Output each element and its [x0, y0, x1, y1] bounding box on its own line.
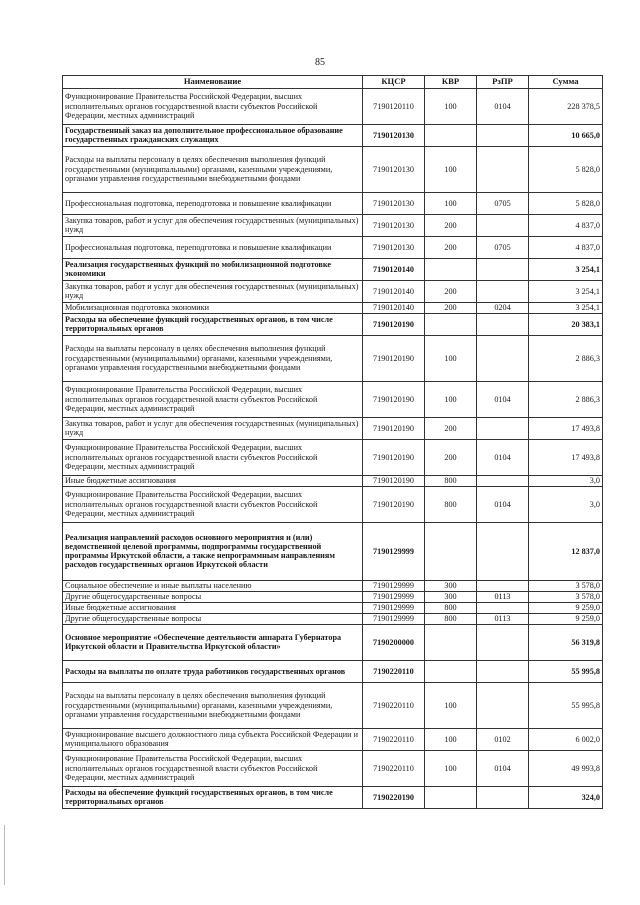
- row-kvr-cell: 100: [425, 146, 477, 192]
- row-kcsr-cell: 7190129999: [363, 522, 425, 580]
- row-name-cell: Функционирование Правительства Российской Федерации, высших исполнительных органов государственной власти субъектов Российской Федерации, местных администраций: [63, 88, 363, 124]
- row-kvr-cell: 200: [425, 280, 477, 302]
- row-kvr-cell: [425, 660, 477, 682]
- row-rzpr-cell: [477, 660, 529, 682]
- row-rzpr-cell: 0104: [477, 88, 529, 124]
- header-rzpr: РзПР: [477, 76, 529, 89]
- table-row: [63, 417, 603, 439]
- row-rzpr-cell: 0113: [477, 591, 529, 602]
- row-rzpr-cell: 0104: [477, 381, 529, 417]
- row-rzpr-cell: 0104: [477, 750, 529, 786]
- table-row: [63, 786, 603, 808]
- header-kvr: КВР: [425, 76, 477, 89]
- row-rzpr-cell: [477, 522, 529, 580]
- row-kcsr-cell: 7190120140: [363, 280, 425, 302]
- row-rzpr-cell: [477, 624, 529, 660]
- row-sum-cell: 9 259,0: [529, 602, 603, 613]
- table-row: [63, 682, 603, 728]
- row-kcsr-cell: 7190129999: [363, 613, 425, 624]
- row-name-cell: Государственный заказ на дополнительное профессиональное образование государственных гражданских служащих: [63, 124, 363, 146]
- table-row: [63, 591, 603, 602]
- row-kvr-cell: 800: [425, 602, 477, 613]
- row-sum-cell: 56 319,8: [529, 624, 603, 660]
- header-kcsr: КЦСР: [363, 76, 425, 89]
- row-name-cell: Реализация государственных функций по мобилизационной подготовке экономики: [63, 258, 363, 280]
- row-name-cell: Иные бюджетные ассигнования: [63, 602, 363, 613]
- table-row: [63, 660, 603, 682]
- row-name-cell: Реализация направлений расходов основного мероприятия и (или) ведомственной целевой программы, подпрограммы государственной программы Иркутской области, а также непрограммным направлениям расходов государственных органов Иркутской области: [63, 522, 363, 580]
- row-name-cell: Социальное обеспечение и иные выплаты населению: [63, 580, 363, 591]
- table-row: [63, 280, 603, 302]
- row-kvr-cell: 800: [425, 613, 477, 624]
- row-kcsr-cell: 7190120130: [363, 214, 425, 236]
- row-sum-cell: 3 254,1: [529, 258, 603, 280]
- row-sum-cell: 5 828,0: [529, 146, 603, 192]
- row-kvr-cell: 200: [425, 236, 477, 258]
- row-sum-cell: 49 993,8: [529, 750, 603, 786]
- table-row: [63, 381, 603, 417]
- row-kcsr-cell: 7190120190: [363, 417, 425, 439]
- row-sum-cell: 17 493,8: [529, 417, 603, 439]
- row-sum-cell: 12 837,0: [529, 522, 603, 580]
- page-number: 85: [315, 57, 325, 68]
- row-name-cell: Расходы на выплаты персоналу в целях обеспечения выполнения функций государственными (муниципальными) органами, казенными учреждениями, органами управления государственными внебюджетными фондами: [63, 682, 363, 728]
- table-row: [63, 335, 603, 381]
- row-sum-cell: 20 383,1: [529, 313, 603, 335]
- row-rzpr-cell: 0104: [477, 486, 529, 522]
- row-rzpr-cell: [477, 146, 529, 192]
- row-rzpr-cell: [477, 786, 529, 808]
- table-row: [63, 580, 603, 591]
- row-sum-cell: 6 002,0: [529, 728, 603, 750]
- margin-mark: [4, 825, 8, 885]
- table-row: [63, 522, 603, 580]
- row-kcsr-cell: 7190120190: [363, 439, 425, 475]
- table-row: [63, 302, 603, 313]
- row-name-cell: Функционирование Правительства Российской Федерации, высших исполнительных органов государственной власти субъектов Российской Федерации, местных администраций: [63, 750, 363, 786]
- row-kcsr-cell: 7190220110: [363, 660, 425, 682]
- row-kcsr-cell: 7190120130: [363, 124, 425, 146]
- row-name-cell: Функционирование Правительства Российской Федерации, высших исполнительных органов государственной власти субъектов Российской Федерации, местных администраций: [63, 486, 363, 522]
- row-name-cell: Закупка товаров, работ и услуг для обеспечения государственных (муниципальных) нужд: [63, 280, 363, 302]
- row-kvr-cell: 800: [425, 486, 477, 522]
- row-kcsr-cell: 7190120140: [363, 302, 425, 313]
- row-name-cell: Закупка товаров, работ и услуг для обеспечения государственных (муниципальных) нужд: [63, 417, 363, 439]
- row-kvr-cell: 200: [425, 302, 477, 313]
- row-kvr-cell: 100: [425, 682, 477, 728]
- table-row: [63, 475, 603, 486]
- row-kcsr-cell: 7190120190: [363, 313, 425, 335]
- row-rzpr-cell: [477, 124, 529, 146]
- row-sum-cell: 3 578,0: [529, 591, 603, 602]
- row-kvr-cell: 100: [425, 381, 477, 417]
- row-kcsr-cell: 7190220190: [363, 786, 425, 808]
- row-kvr-cell: 100: [425, 335, 477, 381]
- table-row: [63, 602, 603, 613]
- row-kcsr-cell: 7190129999: [363, 602, 425, 613]
- row-kvr-cell: 200: [425, 417, 477, 439]
- table-row: [63, 146, 603, 192]
- row-rzpr-cell: [477, 580, 529, 591]
- row-sum-cell: 3 254,1: [529, 302, 603, 313]
- row-kcsr-cell: 7190200000: [363, 624, 425, 660]
- row-rzpr-cell: 0102: [477, 728, 529, 750]
- row-rzpr-cell: [477, 682, 529, 728]
- row-rzpr-cell: 0204: [477, 302, 529, 313]
- row-kvr-cell: 100: [425, 88, 477, 124]
- row-sum-cell: 55 995,8: [529, 682, 603, 728]
- table-header-row: [63, 76, 603, 89]
- row-sum-cell: 2 886,3: [529, 335, 603, 381]
- row-kvr-cell: 200: [425, 214, 477, 236]
- row-sum-cell: 10 665,0: [529, 124, 603, 146]
- row-kcsr-cell: 7190120190: [363, 381, 425, 417]
- row-rzpr-cell: [477, 335, 529, 381]
- row-kcsr-cell: 7190220110: [363, 728, 425, 750]
- table-row: [63, 439, 603, 475]
- table-row: [63, 750, 603, 786]
- row-kcsr-cell: 7190129999: [363, 580, 425, 591]
- row-sum-cell: 17 493,8: [529, 439, 603, 475]
- row-kcsr-cell: 7190120190: [363, 335, 425, 381]
- row-sum-cell: 55 995,8: [529, 660, 603, 682]
- budget-table: [62, 75, 603, 809]
- row-kvr-cell: 300: [425, 591, 477, 602]
- row-name-cell: Функционирование Правительства Российской Федерации, высших исполнительных органов государственной власти субъектов Российской Федерации, местных администраций: [63, 381, 363, 417]
- row-name-cell: Расходы на обеспечение функций государственных органов, в том числе территориальных органов: [63, 786, 363, 808]
- row-name-cell: Другие общегосударственные вопросы: [63, 613, 363, 624]
- row-sum-cell: 9 259,0: [529, 613, 603, 624]
- row-sum-cell: 3 578,0: [529, 580, 603, 591]
- row-sum-cell: 3,0: [529, 475, 603, 486]
- row-kvr-cell: [425, 313, 477, 335]
- row-name-cell: Функционирование Правительства Российской Федерации, высших исполнительных органов государственной власти субъектов Российской Федерации, местных администраций: [63, 439, 363, 475]
- row-kcsr-cell: 7190220110: [363, 750, 425, 786]
- row-rzpr-cell: [477, 313, 529, 335]
- row-name-cell: Расходы на выплаты по оплате труда работников государственных органов: [63, 660, 363, 682]
- row-kcsr-cell: 7190120130: [363, 236, 425, 258]
- row-name-cell: Основное мероприятие «Обеспечение деятельности аппарата Губернатора Иркутской области и Правительства Иркутской области»: [63, 624, 363, 660]
- row-kvr-cell: 100: [425, 750, 477, 786]
- row-rzpr-cell: 0705: [477, 192, 529, 214]
- row-sum-cell: 228 378,5: [529, 88, 603, 124]
- table-row: [63, 214, 603, 236]
- row-name-cell: Расходы на обеспечение функций государственных органов, в том числе территориальных органов: [63, 313, 363, 335]
- row-rzpr-cell: [477, 258, 529, 280]
- row-name-cell: Профессиональная подготовка, переподготовка и повышение квалификации: [63, 192, 363, 214]
- row-kvr-cell: 300: [425, 580, 477, 591]
- header-name: Наименование: [63, 76, 363, 89]
- row-rzpr-cell: 0113: [477, 613, 529, 624]
- row-kvr-cell: [425, 786, 477, 808]
- row-kvr-cell: 100: [425, 192, 477, 214]
- row-kcsr-cell: 7190120130: [363, 192, 425, 214]
- row-kcsr-cell: 7190129999: [363, 591, 425, 602]
- row-name-cell: Расходы на выплаты персоналу в целях обеспечения выполнения функций государственными (муниципальными) органами, казенными учреждениями, органами управления государственными внебюджетными фондами: [63, 335, 363, 381]
- header-sum: Сумма: [529, 76, 603, 89]
- row-rzpr-cell: [477, 280, 529, 302]
- table-row: [63, 613, 603, 624]
- table-row: [63, 728, 603, 750]
- row-kvr-cell: [425, 522, 477, 580]
- row-kvr-cell: 800: [425, 475, 477, 486]
- row-sum-cell: 3 254,1: [529, 280, 603, 302]
- row-rzpr-cell: 0705: [477, 236, 529, 258]
- table-row: [63, 88, 603, 124]
- row-sum-cell: 4 837,0: [529, 236, 603, 258]
- row-sum-cell: 2 886,3: [529, 381, 603, 417]
- row-rzpr-cell: [477, 475, 529, 486]
- row-kvr-cell: [425, 624, 477, 660]
- row-name-cell: Закупка товаров, работ и услуг для обеспечения государственных (муниципальных) нужд: [63, 214, 363, 236]
- row-rzpr-cell: [477, 417, 529, 439]
- row-rzpr-cell: [477, 602, 529, 613]
- table-row: [63, 313, 603, 335]
- row-kvr-cell: [425, 258, 477, 280]
- row-kvr-cell: 200: [425, 439, 477, 475]
- row-name-cell: Профессиональная подготовка, переподготовка и повышение квалификации: [63, 236, 363, 258]
- row-name-cell: Функционирование высшего должностного лица субъекта Российской Федерации и муниципального образования: [63, 728, 363, 750]
- row-sum-cell: 4 837,0: [529, 214, 603, 236]
- table-row: [63, 258, 603, 280]
- table-row: [63, 624, 603, 660]
- row-kcsr-cell: 7190120190: [363, 475, 425, 486]
- row-kvr-cell: [425, 124, 477, 146]
- table-row: [63, 486, 603, 522]
- row-kcsr-cell: 7190120110: [363, 88, 425, 124]
- row-kvr-cell: 100: [425, 728, 477, 750]
- table-row: [63, 236, 603, 258]
- row-name-cell: Расходы на выплаты персоналу в целях обеспечения выполнения функций государственными (муниципальными) органами, казенными учреждениями, органами управления государственными внебюджетными фондами: [63, 146, 363, 192]
- row-name-cell: Мобилизационная подготовка экономики: [63, 302, 363, 313]
- row-kcsr-cell: 7190120140: [363, 258, 425, 280]
- row-name-cell: Другие общегосударственные вопросы: [63, 591, 363, 602]
- row-sum-cell: 5 828,0: [529, 192, 603, 214]
- row-name-cell: Иные бюджетные ассигнования: [63, 475, 363, 486]
- row-kcsr-cell: 7190120130: [363, 146, 425, 192]
- row-kcsr-cell: 7190220110: [363, 682, 425, 728]
- row-rzpr-cell: [477, 214, 529, 236]
- row-rzpr-cell: 0104: [477, 439, 529, 475]
- table-row: [63, 124, 603, 146]
- row-sum-cell: 3,0: [529, 486, 603, 522]
- row-kcsr-cell: 7190120190: [363, 486, 425, 522]
- table-row: [63, 192, 603, 214]
- row-sum-cell: 324,0: [529, 786, 603, 808]
